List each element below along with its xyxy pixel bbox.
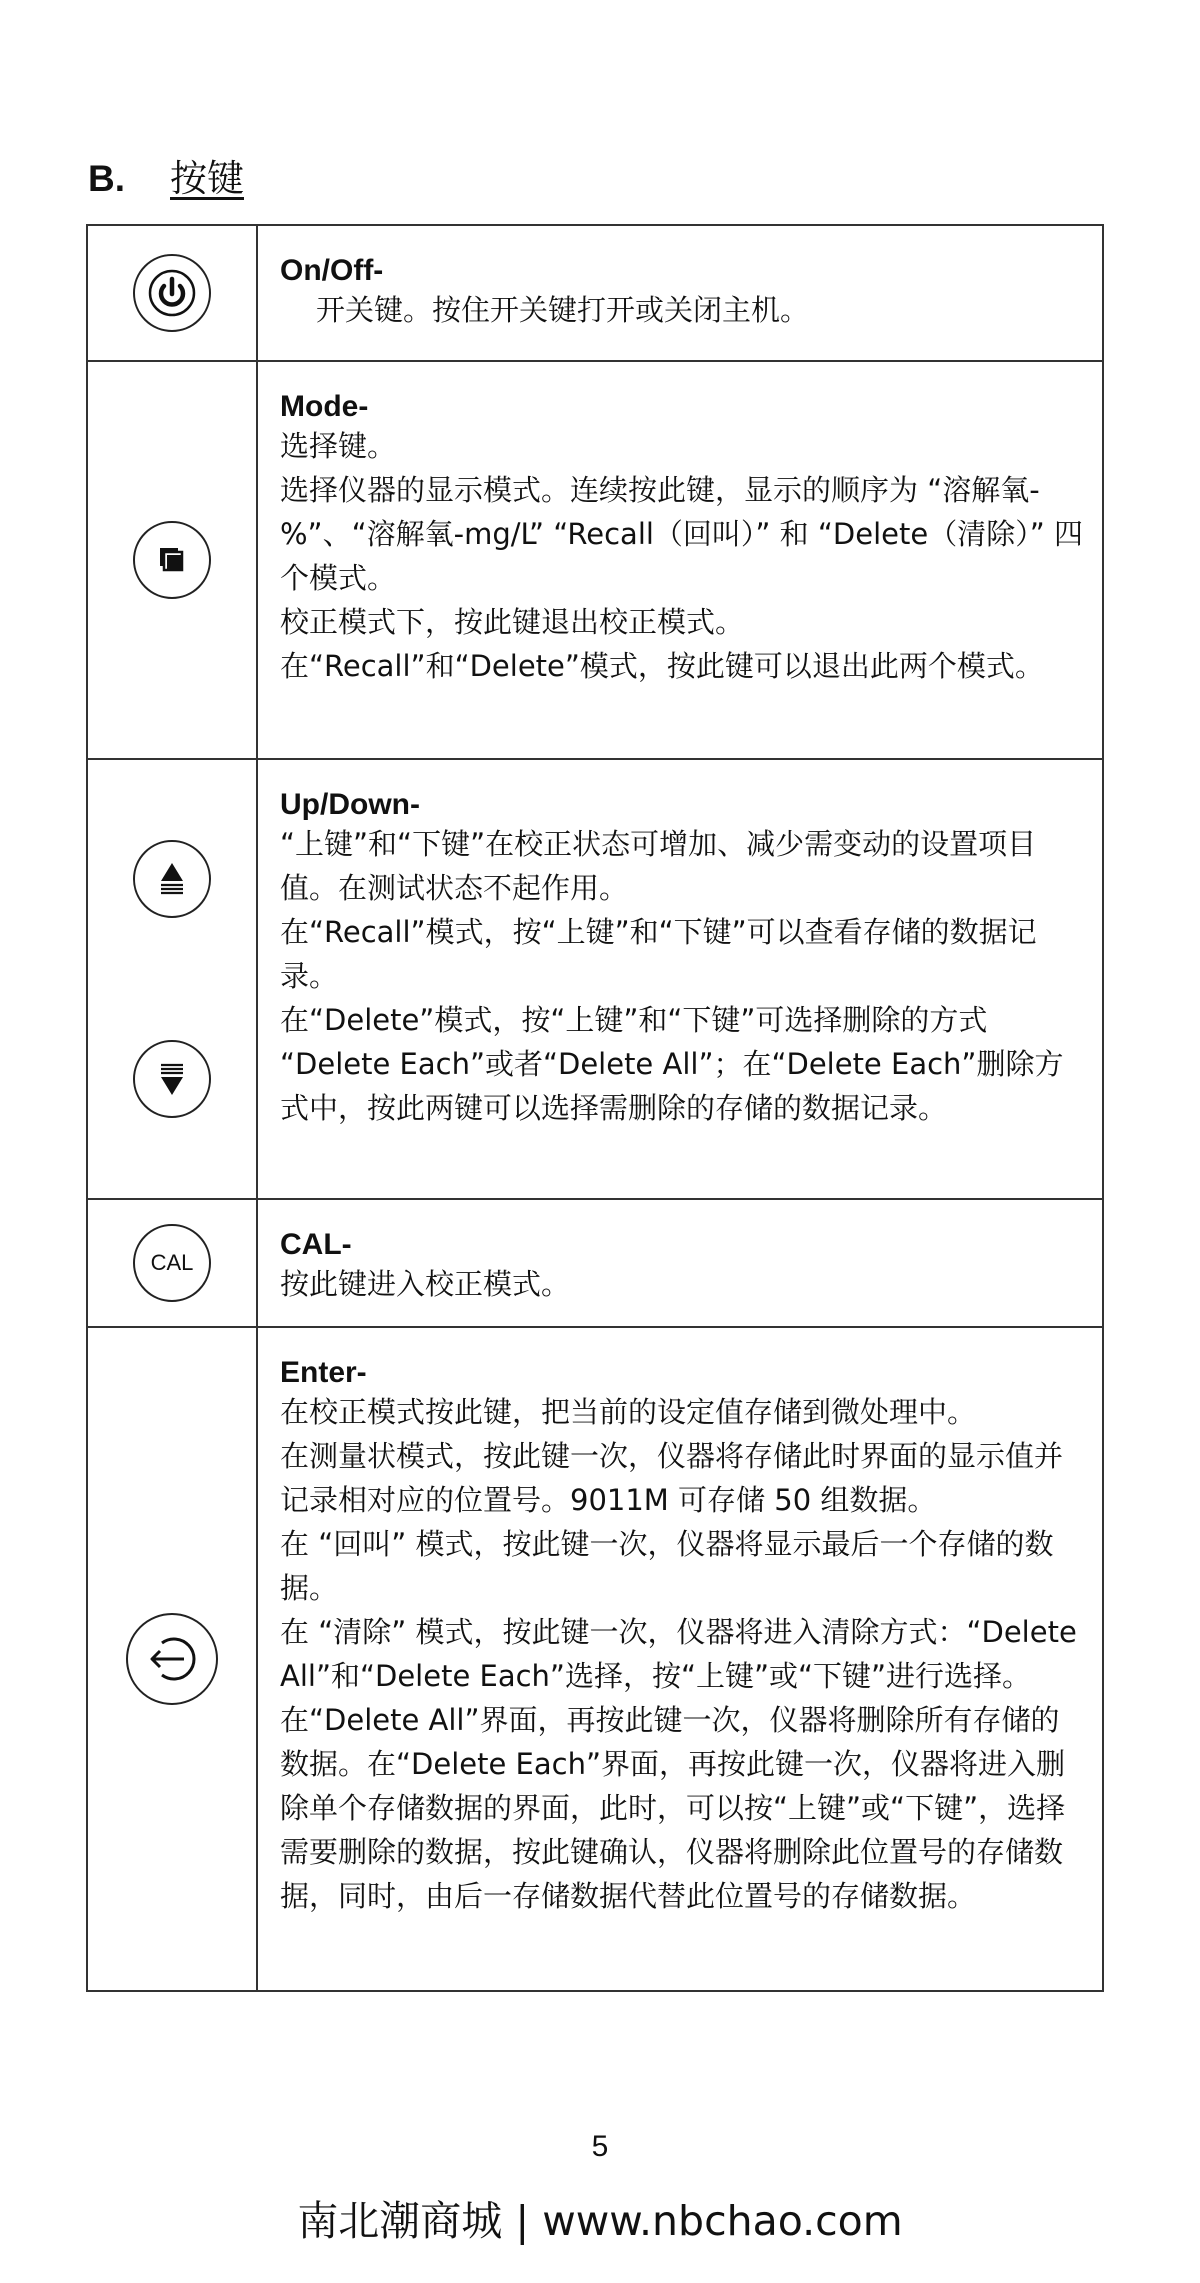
section-heading: [88, 148, 244, 202]
section-title: 按键: [170, 157, 244, 200]
key-row-mode: [87, 361, 1103, 759]
page-number: 5: [591, 2130, 609, 2163]
icon-cell: [87, 361, 257, 759]
mode-line-3: 校正模式下，按此键退出校正模式。: [280, 605, 745, 639]
mode-icon: [133, 521, 211, 599]
updown-line-3: 在“Delete”模式，按“上键”和“下键”可选择删除的方式 “Delete Each”或者“Delete All”；在“Delete Each”删除方式中，按此两键可以选择需删除的存储的数据记录。: [280, 1003, 1064, 1125]
section-letter: B.: [88, 158, 125, 199]
enter-line-1: 在校正模式按此键，把当前的设定值存储到微处理中。: [280, 1395, 977, 1429]
key-row-onoff: [87, 225, 1103, 361]
description-cell: [257, 225, 1103, 361]
description-cell: [257, 361, 1103, 759]
description-cell: [257, 1327, 1103, 1991]
icon-cell: [87, 225, 257, 361]
enter-icon: [126, 1613, 218, 1705]
description-cell: [257, 1199, 1103, 1327]
power-icon: [133, 254, 211, 332]
mode-line-4: 在“Recall”和“Delete”模式，按此键可以退出此两个模式。: [280, 649, 1044, 683]
cal-line-1: 按此键进入校正模式。: [280, 1267, 571, 1301]
description-cell: [257, 759, 1103, 1199]
enter-line-2: 在测量状模式，按此键一次，仪器将存储此时界面的显示值并记录相对应的位置号。9011M 可存储 50 组数据。: [280, 1439, 1064, 1517]
icon-cell: [87, 1199, 257, 1327]
onoff-line-1: 开关键。按住开关键打开或关闭主机。: [316, 293, 810, 327]
key-name-cal: CAL-: [280, 1228, 352, 1261]
key-name-enter: Enter-: [280, 1356, 367, 1389]
updown-line-1: “上键”和“下键”在校正状态可增加、减少需变动的设置项目值。在测试状态不起作用。: [280, 827, 1037, 905]
updown-line-2: 在“Recall”模式，按“上键”和“下键”可以查看存储的数据记录。: [280, 915, 1037, 993]
key-name-updown: Up/Down-: [280, 788, 420, 821]
key-row-cal: [87, 1199, 1103, 1327]
cal-icon-label: CAL: [150, 1250, 194, 1275]
down-arrow-icon: [133, 1040, 211, 1118]
key-table: [86, 224, 1104, 1992]
key-row-enter: [87, 1327, 1103, 1991]
icon-cell: [87, 1327, 257, 1991]
enter-line-3: 在 “回叫” 模式，按此键一次，仪器将显示最后一个存储的数据。: [280, 1527, 1054, 1605]
footer-watermark: 南北潮商城 | www.nbchao.com: [297, 2197, 903, 2245]
mode-line-2: 选择仪器的显示模式。连续按此键，显示的顺序为 “溶解氧-%”、“溶解氧-mg/L” “Recall（回叫）” 和 “Delete（清除）” 四个模式。: [280, 473, 1083, 595]
icon-cell: [87, 759, 257, 1199]
key-name-mode: Mode-: [280, 390, 369, 423]
key-row-updown: [87, 759, 1103, 1199]
mode-line-1: 选择键。: [280, 429, 397, 463]
up-arrow-icon: [133, 840, 211, 918]
cal-icon: [133, 1224, 211, 1302]
enter-line-4: 在 “清除” 模式，按此键一次，仪器将进入清除方式：“Delete All”和“Delete Each”选择，按“上键”或“下键”进行选择。在“Delete All”界面，再按此键一次，仪器将删除所有存储的数据。在“Delete Each”界面，再按此键一次，仪器将进入删除单个存储数据的界面，此时，可以按“上键”或“下键”，选择需要删除的数据，按此键确认，仪器将删除此位置号的存储数据，同时，由后一存储数据代替此位置号的存储数据。: [280, 1615, 1077, 1913]
key-name-onoff: On/Off-: [280, 254, 384, 287]
